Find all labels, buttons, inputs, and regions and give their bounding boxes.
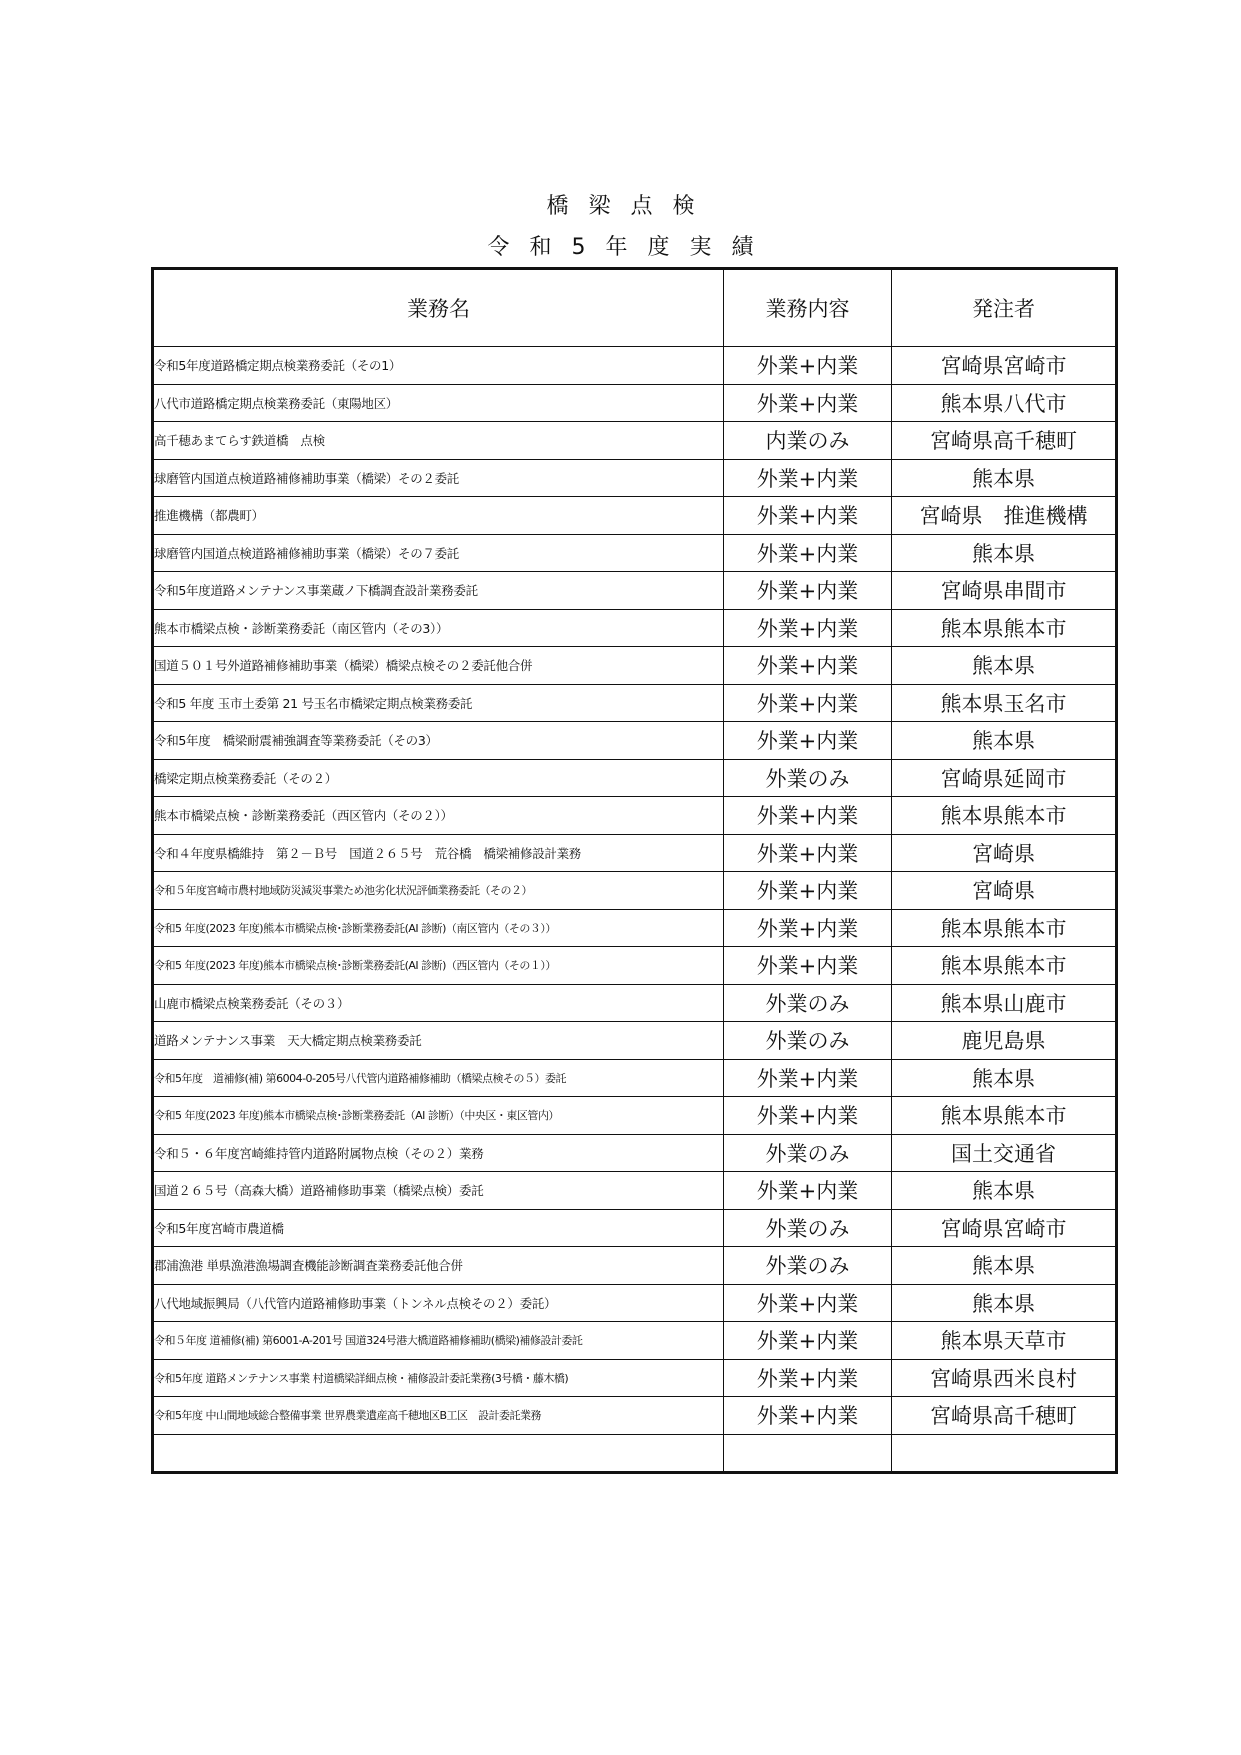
cell-work: 外業+内業 (724, 872, 892, 910)
cell-name: 令和5年度 道補修(補) 第6004-0-205号八代管内道路補修補助（橋梁点検その５）委託 (153, 1059, 724, 1097)
cell-client: 鹿児島県 (892, 1022, 1117, 1060)
cell-work: 外業+内業 (724, 1397, 892, 1435)
table-row (153, 1284, 1117, 1322)
table-row (153, 722, 1117, 760)
table-row (153, 797, 1117, 835)
table-row (153, 834, 1117, 872)
table-row (153, 947, 1117, 985)
cell-work: 外業+内業 (724, 1322, 892, 1360)
cell-name: 令和５年度宮崎市農村地域防災減災事業ため池劣化状況評価業務委託（その２） (153, 872, 724, 910)
cell-name: 球磨管内国道点検道路補修補助事業（橋梁）その７委託 (153, 534, 724, 572)
table-row (153, 534, 1117, 572)
table-row (153, 909, 1117, 947)
cell-client: 熊本県 (892, 722, 1117, 760)
cell-client: 宮崎県高千穂町 (892, 1397, 1117, 1435)
header-name: 業務名 (153, 269, 724, 347)
table-row (153, 1097, 1117, 1135)
cell-work: 内業のみ (724, 422, 892, 460)
cell-work: 外業+内業 (724, 909, 892, 947)
cell-client: 熊本県熊本市 (892, 909, 1117, 947)
cell-name: 令和5年度 橋梁耐震補強調査等業務委託（その3） (153, 722, 724, 760)
cell-client: 熊本県 (892, 534, 1117, 572)
cell-work: 外業+内業 (724, 497, 892, 535)
cell-name: 高千穂あまてらす鉄道橋 点検 (153, 422, 724, 460)
cell-work: 外業+内業 (724, 347, 892, 385)
cell-client: 熊本県熊本市 (892, 1097, 1117, 1135)
cell-work: 外業のみ (724, 759, 892, 797)
cell-client: 熊本県山鹿市 (892, 984, 1117, 1022)
cell-name: 令和5年度 中山間地域総合整備事業 世界農業遺産高千穂地区B工区 設計委託業務 (153, 1397, 724, 1435)
cell-work: 外業+内業 (724, 534, 892, 572)
results-table (151, 267, 1118, 1474)
cell-name: 山鹿市橋梁点検業務委託（その３） (153, 984, 724, 1022)
cell-name: 八代地域振興局（八代管内道路補修助事業（トンネル点検その２）委託） (153, 1284, 724, 1322)
cell-work: 外業+内業 (724, 947, 892, 985)
cell-work: 外業+内業 (724, 1097, 892, 1135)
table-row-empty (153, 1434, 1117, 1473)
table-row (153, 872, 1117, 910)
cell-client: 熊本県 (892, 1059, 1117, 1097)
table-row (153, 572, 1117, 610)
cell-work: 外業+内業 (724, 1284, 892, 1322)
cell-client: 熊本県熊本市 (892, 797, 1117, 835)
cell-work: 外業のみ (724, 984, 892, 1022)
table-row (153, 1022, 1117, 1060)
cell-work: 外業+内業 (724, 722, 892, 760)
table-row (153, 1359, 1117, 1397)
cell-name: 郡浦漁港 単県漁港漁場調査機能診断調査業務委託他合併 (153, 1247, 724, 1285)
table-row (153, 684, 1117, 722)
cell-work: 外業+内業 (724, 834, 892, 872)
cell-work: 外業のみ (724, 1247, 892, 1285)
cell-client: 熊本県 (892, 1247, 1117, 1285)
table-row (153, 1059, 1117, 1097)
cell-client: 熊本県熊本市 (892, 609, 1117, 647)
cell-client: 宮崎県宮崎市 (892, 347, 1117, 385)
cell-work: 外業+内業 (724, 572, 892, 610)
cell-name: 国道２６５号（高森大橋）道路補修助事業（橋梁点検）委託 (153, 1172, 724, 1210)
cell-name: 熊本市橋梁点検・診断業務委託（南区管内（その3）） (153, 609, 724, 647)
table-row (153, 422, 1117, 460)
table-row (153, 1397, 1117, 1435)
cell-client: 熊本県 (892, 647, 1117, 685)
cell-name: 橋梁定期点検業務委託（その２） (153, 759, 724, 797)
cell-name: 令和5年度道路橋定期点検業務委託（その1） (153, 347, 724, 385)
cell-name: 令和5年度宮崎市農道橋 (153, 1209, 724, 1247)
cell-client: 熊本県 (892, 1284, 1117, 1322)
table-row (153, 1322, 1117, 1360)
cell-name: 令和４年度県橋維持 第２－Ｂ号 国道２６５号 荒谷橋 橋梁補修設計業務 (153, 834, 724, 872)
document-subtitle: 令和5年度実績 (487, 235, 774, 260)
cell-client: 宮崎県 推進機構 (892, 497, 1117, 535)
cell-client: 宮崎県高千穂町 (892, 422, 1117, 460)
cell-work (724, 1434, 892, 1473)
document-title: 橋梁点検 (546, 194, 715, 219)
cell-client: 熊本県天草市 (892, 1322, 1117, 1360)
cell-work: 外業のみ (724, 1209, 892, 1247)
table-header-row (153, 269, 1117, 347)
cell-client: 宮崎県 (892, 872, 1117, 910)
cell-name: 令和5 年度(2023 年度)熊本市橋梁点検･診断業務委託（AI 診断）（中央区・東区管内） (153, 1097, 724, 1135)
cell-name: 令和5 年度(2023 年度)熊本市橋梁点検･診断業務委託(AI 診断)（南区管内（その３）） (153, 909, 724, 947)
cell-client: 熊本県 (892, 1172, 1117, 1210)
table-row (153, 347, 1117, 385)
cell-client: 宮崎県延岡市 (892, 759, 1117, 797)
cell-client: 熊本県 (892, 459, 1117, 497)
cell-work: 外業+内業 (724, 797, 892, 835)
cell-client: 熊本県八代市 (892, 384, 1117, 422)
cell-work: 外業+内業 (724, 684, 892, 722)
cell-name: 道路メンテナンス事業 天大橋定期点検業務委託 (153, 1022, 724, 1060)
cell-client: 宮崎県 (892, 834, 1117, 872)
table-row (153, 759, 1117, 797)
cell-work: 外業+内業 (724, 459, 892, 497)
cell-name: 令和5 年度 玉市土委第 21 号玉名市橋梁定期点検業務委託 (153, 684, 724, 722)
cell-work: 外業+内業 (724, 647, 892, 685)
cell-work: 外業+内業 (724, 1359, 892, 1397)
table-row (153, 609, 1117, 647)
table-row (153, 459, 1117, 497)
table-row (153, 647, 1117, 685)
table-row (153, 1209, 1117, 1247)
table-row (153, 1134, 1117, 1172)
cell-name: 令和5 年度(2023 年度)熊本市橋梁点検･診断業務委託(AI 診断)（西区管内（その１）） (153, 947, 724, 985)
cell-work: 外業+内業 (724, 1172, 892, 1210)
cell-client: 宮崎県西米良村 (892, 1359, 1117, 1397)
cell-work: 外業+内業 (724, 609, 892, 647)
table-row (153, 984, 1117, 1022)
cell-client (892, 1434, 1117, 1473)
table-row (153, 497, 1117, 535)
cell-name: 令和５・６年度宮崎維持管内道路附属物点検（その２）業務 (153, 1134, 724, 1172)
cell-name: 推進機構（都農町） (153, 497, 724, 535)
cell-name: 令和5年度 道路メンテナンス事業 村道橋梁詳細点検・補修設計委託業務(3号橋・藤木橋) (153, 1359, 724, 1397)
header-work: 業務内容 (724, 269, 892, 347)
cell-client: 熊本県熊本市 (892, 947, 1117, 985)
table-row (153, 1247, 1117, 1285)
cell-client: 宮崎県宮崎市 (892, 1209, 1117, 1247)
cell-name: 八代市道路橋定期点検業務委託（東陽地区） (153, 384, 724, 422)
cell-name: 令和５年度 道補修(補) 第6001-A-201号 国道324号港大橋道路補修補助(橋梁)補修設計委託 (153, 1322, 724, 1360)
cell-work: 外業+内業 (724, 384, 892, 422)
cell-work: 外業のみ (724, 1134, 892, 1172)
header-client: 発注者 (892, 269, 1117, 347)
cell-name: 令和5年度道路メンテナンス事業蔵ノ下橋調査設計業務委託 (153, 572, 724, 610)
table-row (153, 1172, 1117, 1210)
cell-client: 熊本県玉名市 (892, 684, 1117, 722)
cell-client: 国土交通省 (892, 1134, 1117, 1172)
cell-name: 熊本市橋梁点検・診断業務委託（西区管内（その２）） (153, 797, 724, 835)
cell-work: 外業+内業 (724, 1059, 892, 1097)
cell-name (153, 1434, 724, 1473)
cell-client: 宮崎県串間市 (892, 572, 1117, 610)
cell-work: 外業のみ (724, 1022, 892, 1060)
cell-name: 国道５０１号外道路補修補助事業（橋梁）橋梁点検その２委託他合併 (153, 647, 724, 685)
table-row (153, 384, 1117, 422)
cell-name: 球磨管内国道点検道路補修補助事業（橋梁）その２委託 (153, 459, 724, 497)
